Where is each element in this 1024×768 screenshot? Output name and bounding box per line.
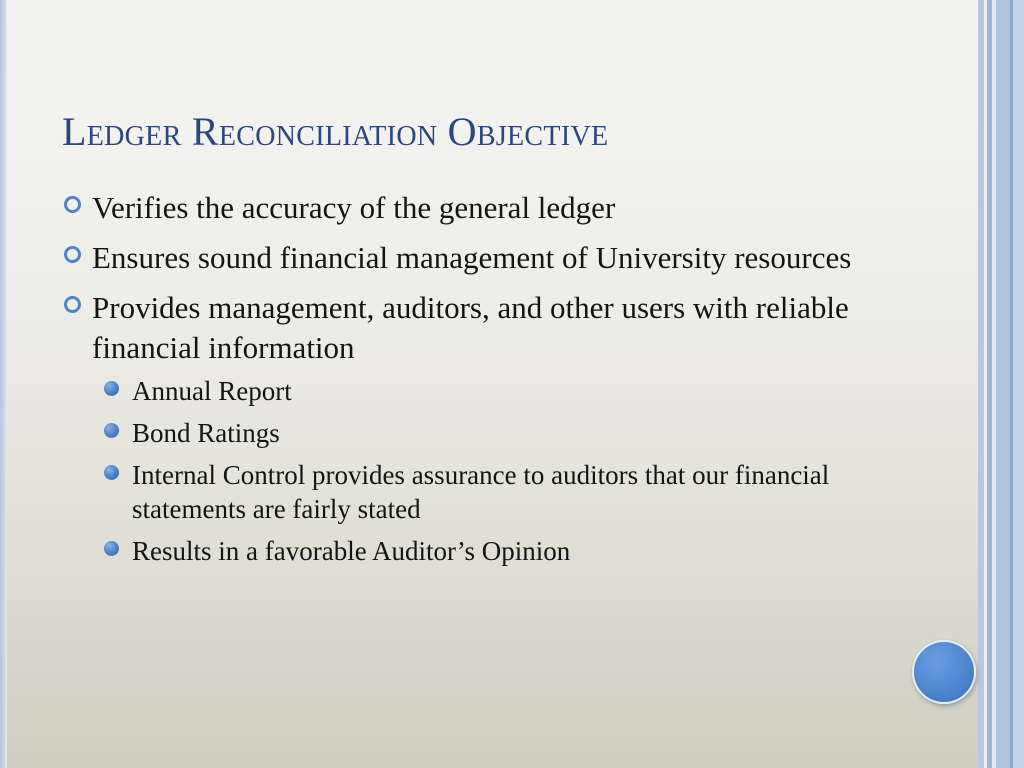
bullet-text: Verifies the accuracy of the general ledger	[92, 190, 616, 225]
bullet-item	[60, 188, 920, 228]
bullet-list	[60, 188, 920, 578]
ring-bullet-icon	[64, 246, 81, 263]
sub-bullet-item	[92, 458, 920, 526]
sub-bullet-text: Bond Ratings	[132, 418, 280, 448]
decorative-circle-icon	[912, 640, 976, 704]
right-bar-3	[996, 0, 1010, 768]
sub-bullet-text: Internal Control provides assurance to auditors that our financial statements are fairly stated	[132, 460, 830, 524]
sub-bullet-item	[92, 374, 920, 408]
bullet-text: Provides management, auditors, and other users with reliable financial information	[92, 290, 849, 365]
dot-bullet-icon	[104, 465, 119, 480]
sub-bullet-text: Annual Report	[132, 376, 292, 406]
right-bar-5	[1013, 0, 1024, 768]
right-decorative-bars	[978, 0, 1024, 768]
dot-bullet-icon	[104, 541, 119, 556]
sub-bullet-text: Results in a favorable Auditor’s Opinion	[132, 536, 571, 566]
ring-bullet-icon	[64, 296, 81, 313]
dot-bullet-icon	[104, 381, 119, 396]
sub-bullet-item	[92, 534, 920, 568]
dot-bullet-icon	[104, 423, 119, 438]
ring-bullet-icon	[64, 196, 81, 213]
sub-bullet-item	[92, 416, 920, 450]
bullet-item	[60, 238, 920, 278]
bullet-text: Ensures sound financial management of University resources	[92, 240, 852, 275]
slide-title: Ledger Reconciliation Objective	[62, 109, 609, 154]
left-decorative-stripe	[0, 0, 7, 768]
bullet-item	[60, 288, 920, 568]
sub-bullet-list	[92, 374, 920, 568]
